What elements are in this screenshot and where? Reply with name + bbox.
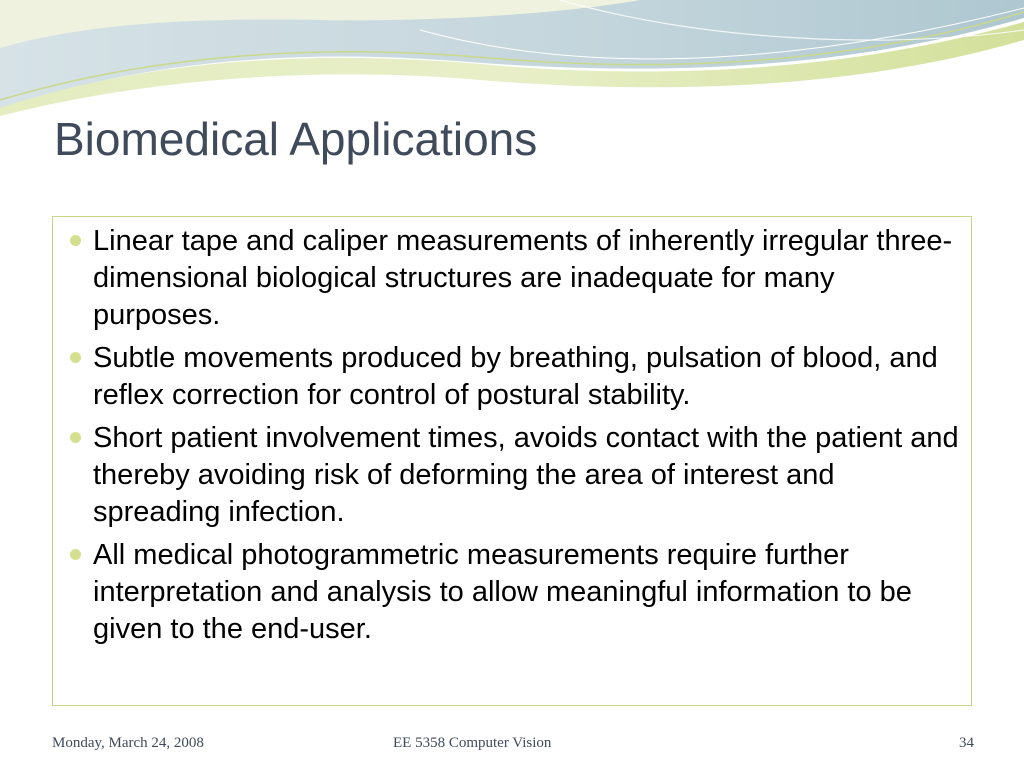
- bullet-text: Linear tape and caliper measurements of inherently irregular three-dimensional biological structures are inadequate for many purposes.: [93, 225, 953, 331]
- bullet-dot-icon: [70, 432, 81, 443]
- footer-course-name: EE 5358 Computer Vision: [393, 735, 552, 751]
- bullet-list: [73, 223, 959, 648]
- bullet-text: Subtle movements produced by breathing, pulsation of blood, and reflex correction for control of postural stability.: [93, 342, 938, 411]
- content-placeholder: [52, 216, 972, 706]
- slide-title: Biomedical Applications: [54, 113, 538, 165]
- bullet-dot-icon: [70, 235, 81, 246]
- bullet-text: Short patient involvement times, avoids contact with the patient and thereby avoiding risk of deforming the area of interest and spreading infection.: [93, 422, 959, 528]
- bullet-item: [73, 223, 959, 334]
- bullet-item: [73, 537, 959, 648]
- bullet-dot-icon: [70, 352, 81, 363]
- bullet-dot-icon: [70, 549, 81, 560]
- bullet-item: [73, 420, 959, 531]
- footer-page-number: 34: [959, 735, 974, 751]
- bullet-item: [73, 340, 959, 414]
- footer-date: Monday, March 24, 2008: [52, 735, 204, 751]
- bullet-text: All medical photogrammetric measurements require further interpretation and analysis to allow meaningful information to be given to the end-user.: [93, 539, 912, 645]
- header-swoosh-decoration: [0, 0, 1024, 120]
